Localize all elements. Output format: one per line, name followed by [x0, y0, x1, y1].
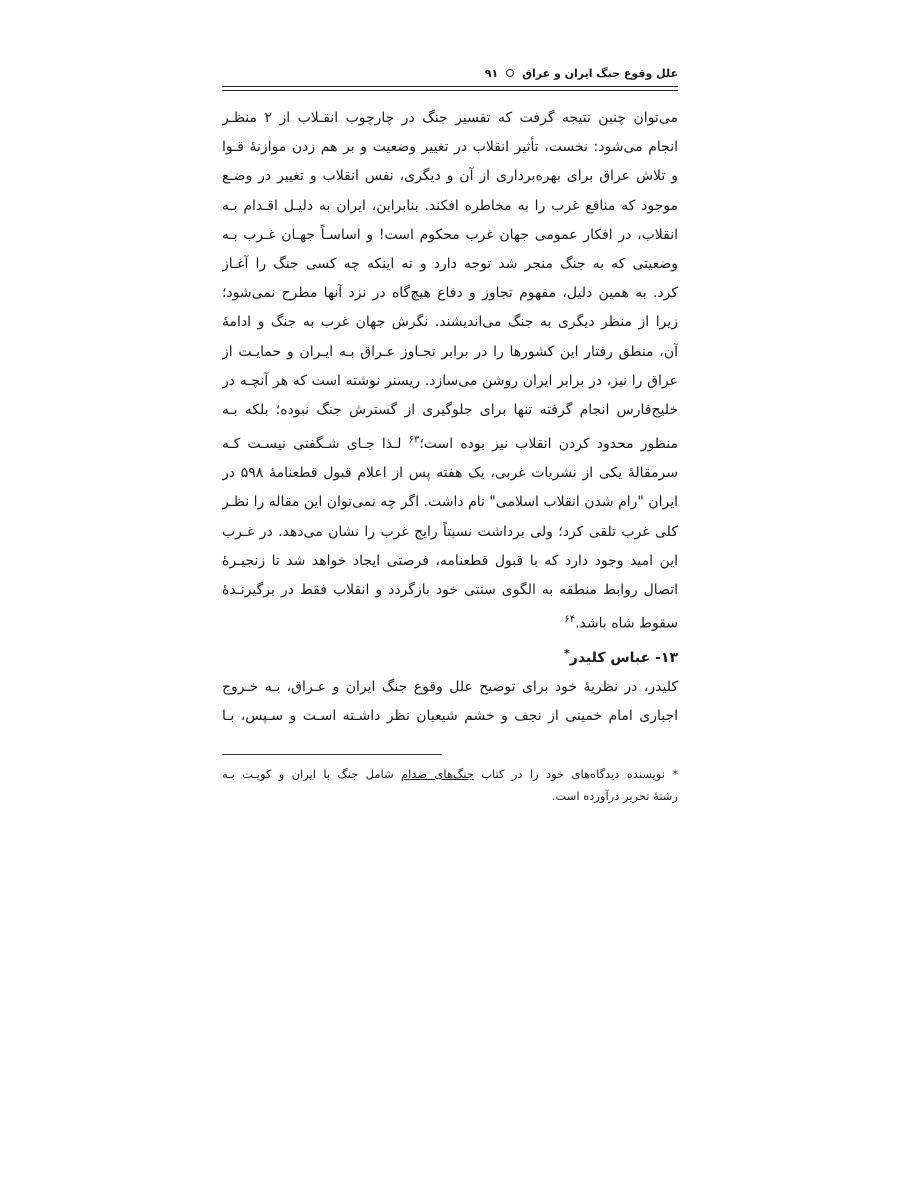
section-heading-text: ۱۳- عباس کلیدر — [569, 649, 678, 666]
book-page — [222, 62, 678, 807]
text-line: اجباری امام خمینی از نجف و خشم شیعیان نظر داشـته اسـت و سـپس، بـا — [222, 708, 678, 725]
text-line-part: سقوط شاه باشد. — [575, 615, 678, 632]
footnote-text: شامل جنگ با ایران و کویـت بـه — [222, 766, 401, 781]
text-line: موجود که منافع غرب را به مخاطره افکند. بنابراین، ایران به دلیـل اقـدام بـه — [222, 197, 678, 214]
footnote-line — [222, 763, 678, 785]
running-header — [222, 62, 678, 84]
text-line: عراق را نیز، در برابر ایران روشن می‌سازد. ریسنر نوشته است که هر آنچـه در — [222, 372, 678, 389]
text-line: کرد. به همین دلیل، مفهوم تجاوز و دفاع هیچ‌گاه در نزد آنها مطرح نمی‌شود؛ — [222, 285, 678, 302]
text-line: کلی غرب تلقی کرد؛ ولی برداشت نسبتاً رایج غرب را نشان می‌دهد. در غـرب — [222, 523, 678, 540]
text-line: خلیج‌فارس انجام گرفته تنها برای جلوگیری از گسترش جنگ نبوده؛ بلکه بـه — [222, 402, 678, 419]
text-line: می‌توان چنین نتیجه گرفت که تفسیر جنگ در چارچوب انقـلاب از ۲ منظـر — [222, 110, 678, 126]
paragraph-1 — [222, 104, 678, 639]
text-line: این امید وجود دارد که با قبول قطعنامه، فرصتی ایجاد خواهد شد تا زنجیـرهٔ — [222, 552, 678, 569]
text-line — [222, 605, 678, 639]
paragraph-2 — [222, 673, 678, 731]
footnote-divider — [222, 754, 442, 755]
text-line: و تلاش عراق برای بهره‌برداری از آن و دیگری، نفس انقلاب و تغییر در وضـع — [222, 168, 678, 185]
main-text — [222, 104, 678, 732]
section-heading — [222, 639, 678, 673]
text-line: آن، منطق رفتار این کشورها را در برابر تجـاوز عـراق بـه ایـران و حمایـت از — [222, 343, 678, 360]
text-line: انجام می‌شود: نخست، تأثیر انقلاب در تغییر وضعیت و بر هم زدن موازنهٔ قـوا — [222, 139, 678, 156]
text-line: وضعیتی که به جنگ منجر شد توجه دارد و نه اینکه چه کسی جنگ را آغـاز — [222, 256, 678, 273]
running-title: علل وقوع جنگ ایران و عراق — [522, 66, 678, 80]
text-line: ایران "رام شدن انقلاب اسلامی" نام داشت. اگر چه نمی‌توان این مقاله را نظـر — [222, 494, 678, 511]
text-line: زیرا از منظر دیگری به جنگ می‌اندیشند. نگرش جهان غرب به جنگ و ادامهٔ — [222, 314, 678, 331]
footnote-ref-63[interactable]: ۶۳ — [408, 434, 420, 446]
footnote-ref-64[interactable]: ۶۴ — [564, 614, 576, 626]
text-line-part: منظور محدود کردن انقلاب نیز بوده است؛ — [419, 435, 678, 452]
text-line-part: لـذا جـای شـگفتی نیسـت کـه — [222, 435, 409, 452]
text-line: سرمقالهٔ یکی از نشریات غربی، یک هفته پس از اعلام قبول قطعنامهٔ ۵۹۸ در — [222, 465, 678, 482]
header-double-rule — [222, 86, 678, 91]
footnote-text: * نویسنده دیدگاه‌های خود را در کتاب — [473, 766, 678, 781]
text-line: انقلاب، در افکار عمومی جهان غرب محکوم است! و اساسـاً جهـان غـرب بـه — [222, 226, 678, 243]
text-line — [222, 425, 678, 459]
text-line-part — [222, 436, 678, 452]
page-number: ۹۱ — [484, 66, 499, 80]
footnote-marker-star[interactable]: * — [564, 646, 570, 660]
footnote-line: رشتهٔ تحریر درآورده است. — [551, 788, 678, 803]
text-line: اتصال روابط منطقه به الگوی سنتی خود بازگردد و انقلاب فقط در برگیرنـدهٔ — [222, 581, 678, 598]
footnote — [222, 763, 678, 807]
circle-separator-icon — [506, 69, 514, 77]
book-title-link: جنگ‌های صدام — [400, 766, 474, 781]
text-line: کلیدر، در نظریهٔ خود برای توضیح علل وقوع جنگ ایران و عـراق، بـه خـروج — [222, 679, 678, 696]
